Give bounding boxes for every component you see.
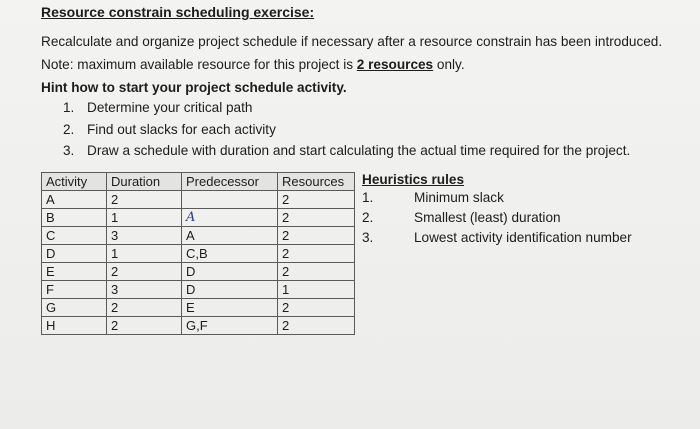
heuristic-number: 2. <box>362 210 374 225</box>
predecessor-cell: E <box>182 299 278 317</box>
table-row <box>42 281 355 299</box>
resources-cell: 2 <box>278 191 355 209</box>
step-number: 2. <box>63 121 75 137</box>
duration-cell: 3 <box>107 281 182 299</box>
heuristic-text: Lowest activity identification number <box>414 230 632 245</box>
activity-cell: E <box>42 263 107 281</box>
resources-cell: 1 <box>278 281 355 299</box>
activity-cell: G <box>42 299 107 317</box>
step-text: Find out slacks for each activity <box>87 121 276 137</box>
note-strong: 2 resources <box>356 57 434 72</box>
table-row <box>42 263 355 281</box>
predecessor-cell: G,F <box>182 317 278 335</box>
table-row <box>42 191 355 209</box>
activity-cell: H <box>42 317 107 335</box>
page-title: Resource constrain scheduling exercise: <box>41 4 315 20</box>
heuristic-item <box>362 190 632 210</box>
table-row <box>42 317 355 335</box>
duration-cell: 2 <box>107 317 182 335</box>
activity-cell: D <box>42 245 107 263</box>
resources-cell: 2 <box>278 263 355 281</box>
step-item <box>63 122 630 144</box>
step-text: Draw a schedule with duration and start calculating the actual time required for the project. <box>87 143 631 158</box>
step-item <box>63 100 630 122</box>
activity-cell: C <box>42 227 107 245</box>
header-predecessor: Predecessor <box>182 173 278 191</box>
hint-heading: Hint how to start your project schedule activity. <box>41 80 347 95</box>
heuristic-text: Minimum slack <box>414 190 504 205</box>
header-activity: Activity <box>42 173 107 191</box>
resources-cell: 2 <box>278 299 355 317</box>
predecessor-cell: C,B <box>182 245 278 263</box>
step-text: Determine your critical path <box>87 100 253 115</box>
note-prefix: Note: maximum available resource for this project is <box>41 57 357 72</box>
heuristic-number: 1. <box>362 190 374 205</box>
table-row <box>42 209 355 227</box>
predecessor-cell <box>182 191 278 209</box>
resources-cell: 2 <box>278 227 355 245</box>
activity-cell: F <box>42 281 107 299</box>
duration-cell: 1 <box>107 209 182 227</box>
heuristics-title: Heuristics rules <box>362 172 464 187</box>
resources-cell: 2 <box>278 245 355 263</box>
heuristic-item <box>362 230 632 250</box>
predecessor-cell: D <box>182 281 278 299</box>
resources-cell: 2 <box>278 209 355 227</box>
activity-cell: B <box>42 209 107 227</box>
note-suffix: only. <box>433 57 465 72</box>
predecessor-cell: D <box>182 263 278 281</box>
predecessor-cell: A <box>182 209 278 227</box>
heuristic-item <box>362 210 632 230</box>
step-number: 1. <box>63 100 75 115</box>
heuristic-number: 3. <box>362 230 374 245</box>
note-text <box>41 57 465 72</box>
duration-cell: 3 <box>107 227 182 245</box>
step-item <box>63 143 630 165</box>
predecessor-cell: A <box>182 227 278 245</box>
intro-text: Recalculate and organize project schedule if necessary after a resource constrain has been introduced. <box>41 34 663 49</box>
table-row <box>42 299 355 317</box>
schedule-table <box>41 172 355 335</box>
table-row <box>42 227 355 245</box>
step-number: 3. <box>63 143 75 158</box>
table-row <box>42 245 355 263</box>
duration-cell: 2 <box>107 299 182 317</box>
steps-list <box>63 100 630 165</box>
activity-cell: A <box>42 191 107 209</box>
resources-cell: 2 <box>278 317 355 335</box>
header-resources: Resources <box>278 173 355 191</box>
heuristic-text: Smallest (least) duration <box>414 210 561 225</box>
header-duration: Duration <box>107 173 182 191</box>
table-header-row <box>42 173 355 191</box>
heuristics-list <box>362 190 632 250</box>
duration-cell: 2 <box>107 263 182 281</box>
duration-cell: 1 <box>107 245 182 263</box>
duration-cell: 2 <box>107 191 182 209</box>
